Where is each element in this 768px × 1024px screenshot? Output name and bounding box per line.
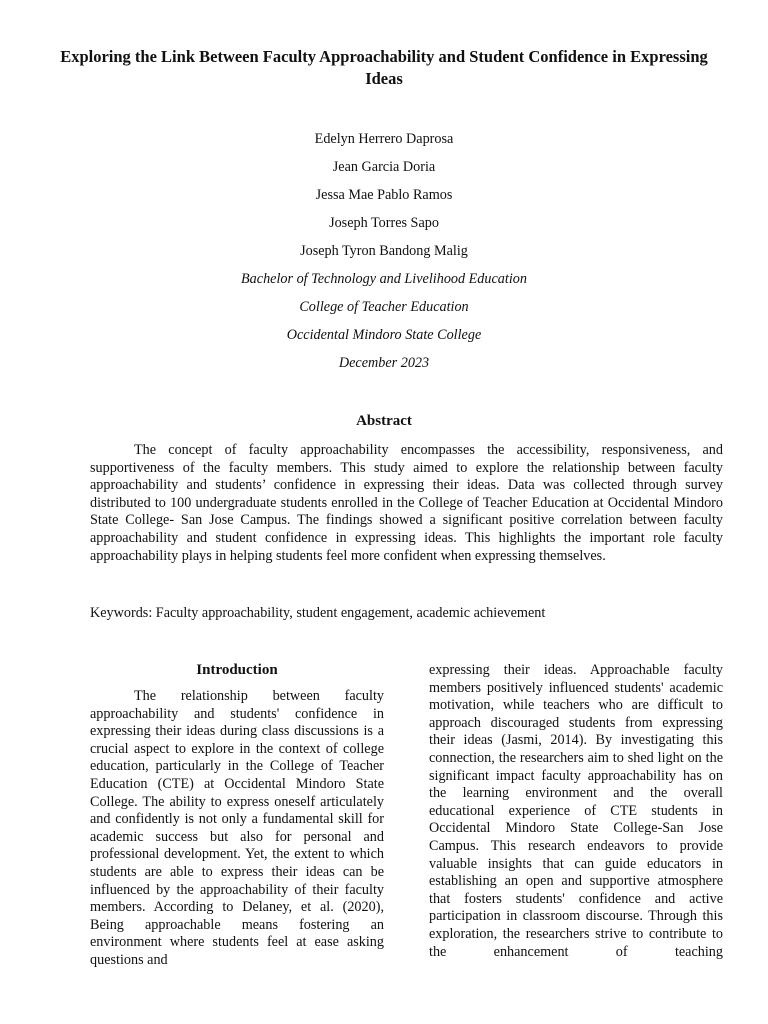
- introduction-left-column: [90, 660, 384, 970]
- introduction-heading: Introduction: [196, 662, 278, 678]
- introduction-text-left: The relationship between faculty approachability and students' confidence in expressing their ideas during class discussions is a crucial aspect to explore in the context of college education, particularly in the College of Teacher Education (CTE) at Occidental Mindoro State College. The ability to express oneself articulately and confidently is not only a fundamental skill for academic success but also for personal and professional development. Yet, the extent to which students are able to express their ideas can be influenced by the approachability of their faculty members. According to Delaney, et al. (2020), Being approachable means fostering an environment where students feel at ease asking questions and: [90, 688, 384, 968]
- author-1: Edelyn Herrero Daprosa: [314, 131, 454, 147]
- author-4: Joseph Torres Sapo: [329, 215, 439, 231]
- paper-title: Exploring the Link Between Faculty Approachability and Student Confidence in Expressing Ideas: [60, 47, 708, 88]
- paper-date: December 2023: [338, 355, 430, 371]
- college-affiliation: College of Teacher Education: [299, 299, 469, 315]
- abstract-heading: Abstract: [356, 413, 412, 429]
- keywords-line: Keywords: Faculty approachability, student engagement, academic achievement: [90, 605, 546, 621]
- introduction-text-right: expressing their ideas. Approachable faculty members positively influenced students' academic motivation, while teachers who are difficult to approach discouraged students from expressing their ideas (Jasmi, 2014). By investigating this connection, the researchers aim to shed light on the significant impact faculty approachability has on the learning environment and the overall educational experience of CTE students in Occidental Mindoro State College-San Jose Campus. This research endeavors to provide valuable insights that can guide educators in establishing an open and supportive atmosphere that fosters students' confidence and active participation in classroom discourse. Through this exploration, the researchers strive to contribute to the enhancement of teaching: [429, 662, 723, 960]
- author-5: Joseph Tyron Bandong Malig: [300, 243, 468, 259]
- author-3: Jessa Mae Pablo Ramos: [315, 187, 453, 203]
- author-2: Jean Garcia Doria: [332, 159, 436, 175]
- abstract-text: The concept of faculty approachability encompasses the accessibility, responsiveness, and supportiveness of the faculty members. This study aimed to explore the relationship between faculty approachability and students’ confidence in expressing their ideas. Data was collected through survey distributed to 100 undergraduate students enrolled in the College of Teacher Education at Occidental Mindoro State College- San Jose Campus. The findings showed a significant positive correlation between faculty approachability and student confidence in expressing ideas. This highlights the important role faculty approachability plays in helping students feel more confident when expressing themselves.: [90, 442, 723, 564]
- institution-affiliation: Occidental Mindoro State College: [286, 327, 482, 343]
- program-affiliation: Bachelor of Technology and Livelihood Education: [241, 271, 527, 287]
- introduction-right-column: [429, 662, 723, 961]
